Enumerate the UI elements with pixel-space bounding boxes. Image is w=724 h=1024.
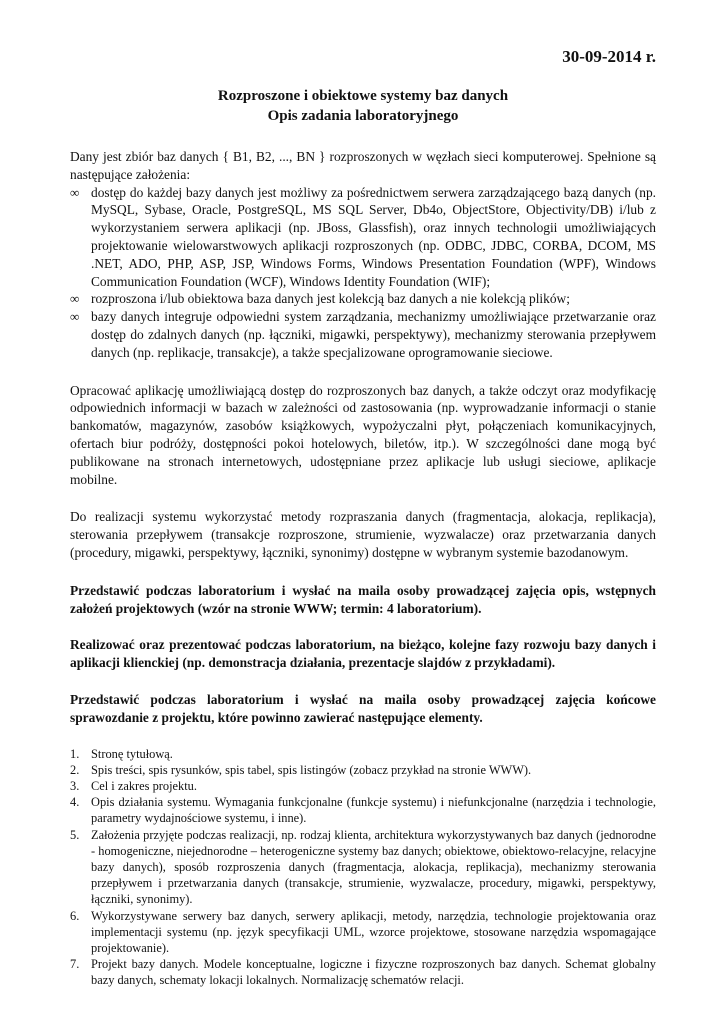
task-paragraph: Opracować aplikację umożliwiającą dostęp do rozproszonych baz danych, a także odczyt oraz modyfikację odpowiednich informacji w bazach w zależności od zastosowania (np. wyprowadzanie informacji o stanie bankomatów, magazynów, zasobów książkowych, wypożyczalni płyt, połączeniach komunikacyjnych, ofertach biur podróży, dostępności pokoi hotelowych, biletów, itp.). W szczególności dane mogą być publikowane na stronach internetowych, udostępniane przez aplikacje lub usługi sieciowe, aplikacje mobilne. — [70, 382, 656, 487]
item-number: 1. — [70, 746, 80, 761]
item-number: 6. — [70, 908, 80, 923]
list-item — [70, 308, 656, 361]
item-number: 3. — [70, 778, 80, 793]
item-number: 2. — [70, 762, 80, 777]
methods-paragraph: Do realizacji systemu wykorzystać metody rozpraszania danych (fragmentacja, alokacja, replikacja), sterowania przepływem (transakcje rozproszone, strumienie, wyzwalacze) oraz przetwarzania danych (procedury, migawki, perspektywy, łączniki, synonimy) dostępne w wybranym systemie bazodanowym. — [70, 509, 656, 560]
list-item — [70, 762, 656, 778]
list-item-text: Opis działania systemu. Wymagania funkcjonalne (funkcje systemu) i niefunkcjonalne (narzędzia i technologie, parametry wydajnościowe systemu, i inne). — [91, 795, 656, 826]
initial-report-instruction: Przedstawić podczas laboratorium i wysłać na maila osoby prowadzącej zajęcia opis, wstępnych założeń projektowych (wzór na stronie WWW; termin: 4 laboratorium). — [70, 582, 656, 616]
report-elements-list — [70, 746, 656, 989]
item-number: 4. — [70, 795, 80, 810]
document-title: Rozproszone i obiektowe systemy baz danych — [217, 88, 509, 104]
item-number: 5. — [70, 827, 80, 842]
document-date: 30-09-2014 r. — [562, 47, 656, 66]
list-item — [70, 778, 656, 794]
list-item — [70, 184, 656, 291]
list-item-text: Cel i zakres projektu. — [91, 778, 197, 793]
infinity-bullet-icon: ∞ — [70, 291, 80, 307]
intro-paragraph: Dany jest zbiór baz danych { B1, B2, ..., BN } rozproszonych w węzłach sieci komputerowej. Spełnione są następujące założenia: — [70, 149, 656, 182]
list-item-text: Założenia przyjęte podczas realizacji, np. rodzaj klienta, architektura wykorzystywanych baz danych (jednorodne - homogeniczne, niejednorodne – heterogeniczne systemy baz danych; obiektowe, obiektowo-relacyjne, relacyjne bazy danych), sposób rozproszenia danych (fragmentacja, alokacja, replikacja), mechanizmy sterowania przepływem i przetwarzania danych (transakcje, strumienie, wyzwalacze, procedury, migawki, perspektywy, łączniki, synonimy). — [91, 827, 656, 907]
list-item-text: Spis treści, spis rysunków, spis tabel, spis listingów (zobacz przykład na stronie WWW). — [91, 762, 532, 777]
list-item-text: rozproszona i/lub obiektowa baza danych jest kolekcją baz danych a nie kolekcją plików; — [91, 291, 570, 307]
progress-instruction: Realizować oraz prezentować podczas laboratorium, na bieżąco, kolejne fazy rozwoju bazy danych i aplikacji klienckiej (np. demonstracja działania, prezentacje slajdów z przykładami). — [70, 637, 656, 671]
list-item-text: bazy danych integruje odpowiedni system zarządzania, mechanizmy umożliwiające przetwarzanie oraz dostęp do zdalnych danych (np. łączniki, migawki, perspektywy), mechanizmy sterowania przepływem danych (np. replikacje, transakcje), a także specjalizowane oprogramowanie sieciowe. — [91, 309, 656, 360]
list-item — [70, 290, 656, 308]
assumptions-list — [70, 184, 656, 362]
infinity-bullet-icon: ∞ — [70, 184, 80, 200]
list-item-text: Projekt bazy danych. Modele konceptualne, logiczne i fizyczne rozproszonych baz danych. Schemat globalny bazy danych, schematy lokacji lokalnych. Normalizację schematów relacji. — [91, 957, 656, 988]
item-number: 7. — [70, 957, 80, 972]
final-report-instruction: Przedstawić podczas laboratorium i wysłać na maila osoby prowadzącej zajęcia końcowe sprawozdanie z projektu, które powinno zawierać następujące elementy. — [70, 691, 656, 725]
list-item — [70, 827, 656, 908]
list-item-text: Wykorzystywane serwery baz danych, serwery aplikacji, metody, narzędzia, technologie projektowania oraz implementacji systemu (np. język specyfikacji UML, wzorce projektowe, stosowane narzędzia wspomagające projektowanie). — [91, 908, 656, 955]
list-item-text: Stronę tytułową. — [91, 746, 173, 761]
list-item — [70, 746, 656, 762]
list-item — [70, 908, 656, 957]
document-subtitle: Opis zadania laboratoryjnego — [267, 108, 459, 124]
infinity-bullet-icon: ∞ — [70, 309, 80, 325]
list-item — [70, 794, 656, 826]
list-item-text: dostęp do każdej bazy danych jest możliwy za pośrednictwem serwera zarządzającego bazą danych (np. MySQL, Sybase, Oracle, PostgreSQL, MS SQL Server, Db4o, ObjectStore, Objectivity/DB) i/lub z wykorzystaniem serwera aplikacji (np. JBoss, Glassfish), oraz innych technologii umożliwiających projektowanie wielowarstwowych aplikacji rozproszonych (np. ODBC, JDBC, CORBA, DCOM, MS .NET, ADO, PHP, ASP, JSP, Windows Forms, Windows Presentation Foundation (WPF), Windows Communication Foundation (WCF), Windows Identity Foundation (WIF); — [91, 184, 656, 289]
list-item — [70, 956, 656, 988]
document-page — [70, 46, 656, 989]
